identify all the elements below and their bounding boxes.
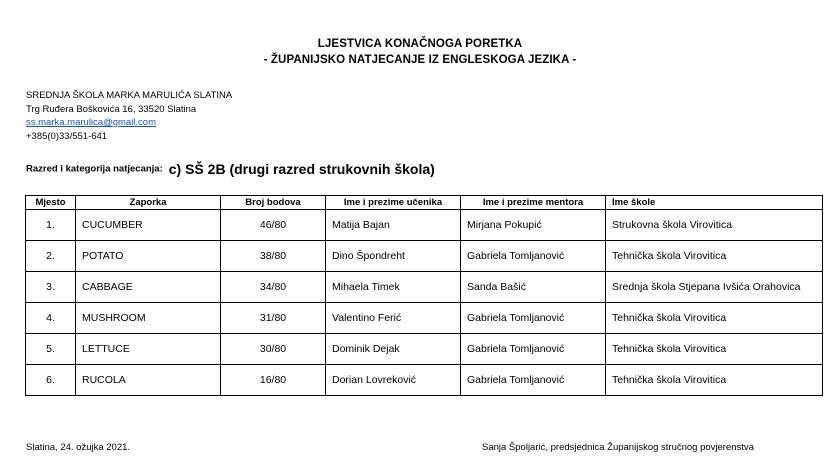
cell-mentor: Gabriela Tomljanović [461, 241, 606, 272]
cell-place: 2. [26, 241, 76, 272]
cell-place: 6. [26, 365, 76, 396]
school-info [26, 89, 232, 143]
competition-category [26, 160, 435, 178]
cell-mentor: Sanda Bašić [461, 272, 606, 303]
cell-points: 34/80 [221, 272, 326, 303]
cell-school: Tehnička škola Virovitica [606, 334, 823, 365]
cell-mentor: Gabriela Tomljanović [461, 303, 606, 334]
cell-code: POTATO [76, 241, 221, 272]
category-value: c) SŠ 2B (drugi razred strukovnih škola) [168, 160, 435, 177]
cell-school: Strukovna škola Virovitica [606, 210, 823, 241]
cell-code: CUCUMBER [76, 210, 221, 241]
header-place: Mjesto [26, 196, 76, 210]
table-row [26, 303, 823, 334]
header-school: Ime škole [606, 196, 823, 210]
cell-points: 31/80 [221, 303, 326, 334]
cell-points: 38/80 [221, 241, 326, 272]
document-subtitle: - ŽUPANIJSKO NATJECANJE IZ ENGLESKOGA JEZIKA - [263, 54, 577, 66]
header-code: Zaporka [76, 196, 221, 210]
cell-student: Valentino Ferić [326, 303, 461, 334]
place-and-date: Slatina, 24. ožujka 2021. [26, 442, 131, 453]
category-label: Razred i kategorija natjecanja: [26, 163, 163, 175]
cell-points: 46/80 [221, 210, 326, 241]
document-title: LJESTVICA KONAČNOGA PORETKA [317, 38, 523, 50]
cell-place: 5. [26, 334, 76, 365]
results-table [25, 195, 823, 396]
cell-code: MUSHROOM [76, 303, 221, 334]
cell-student: Dorian Lovreković [326, 365, 461, 396]
cell-points: 16/80 [221, 365, 326, 396]
cell-place: 1. [26, 210, 76, 241]
header-points: Broj bodova [221, 196, 326, 210]
cell-code: RUCOLA [76, 365, 221, 396]
cell-points: 30/80 [221, 334, 326, 365]
cell-school: Tehnička škola Virovitica [606, 365, 823, 396]
cell-place: 4. [26, 303, 76, 334]
cell-student: Dino Špondreht [326, 241, 461, 272]
table-row [26, 272, 823, 303]
cell-place: 3. [26, 272, 76, 303]
cell-student: Mihaela Timek [326, 272, 461, 303]
school-email-link[interactable]: ss.marka.marulica@gmail.com [26, 117, 157, 128]
signature-line: Sanja Špoljarić, predsjednica Županijskog stručnog povjerenstva [482, 442, 754, 453]
cell-mentor: Gabriela Tomljanović [461, 334, 606, 365]
table-row [26, 365, 823, 396]
cell-mentor: Mirjana Pokupić [461, 210, 606, 241]
cell-school: Tehnička škola Virovitica [606, 303, 823, 334]
table-row [26, 334, 823, 365]
table-row [26, 210, 823, 241]
school-phone: +385(0)33/551-641 [26, 130, 108, 142]
cell-mentor: Gabriela Tomljanović [461, 365, 606, 396]
cell-school: Srednja škola Stjepana Ivšića Orahovica [606, 272, 823, 303]
cell-student: Matija Bajan [326, 210, 461, 241]
cell-code: LETTUCE [76, 334, 221, 365]
cell-code: CABBAGE [76, 272, 221, 303]
header-student: Ime i prezime učenika [326, 196, 461, 210]
table-row [26, 241, 823, 272]
school-address: Trg Ruđera Boškovića 16, 33520 Slatina [26, 103, 197, 115]
cell-student: Dominik Dejak [326, 334, 461, 365]
header-mentor: Ime i prezime mentora [461, 196, 606, 210]
cell-school: Tehnička škola Virovitica [606, 241, 823, 272]
school-name: SREDNJA ŠKOLA MARKA MARULIĆA SLATINA [26, 90, 233, 101]
table-header-row [26, 196, 823, 210]
